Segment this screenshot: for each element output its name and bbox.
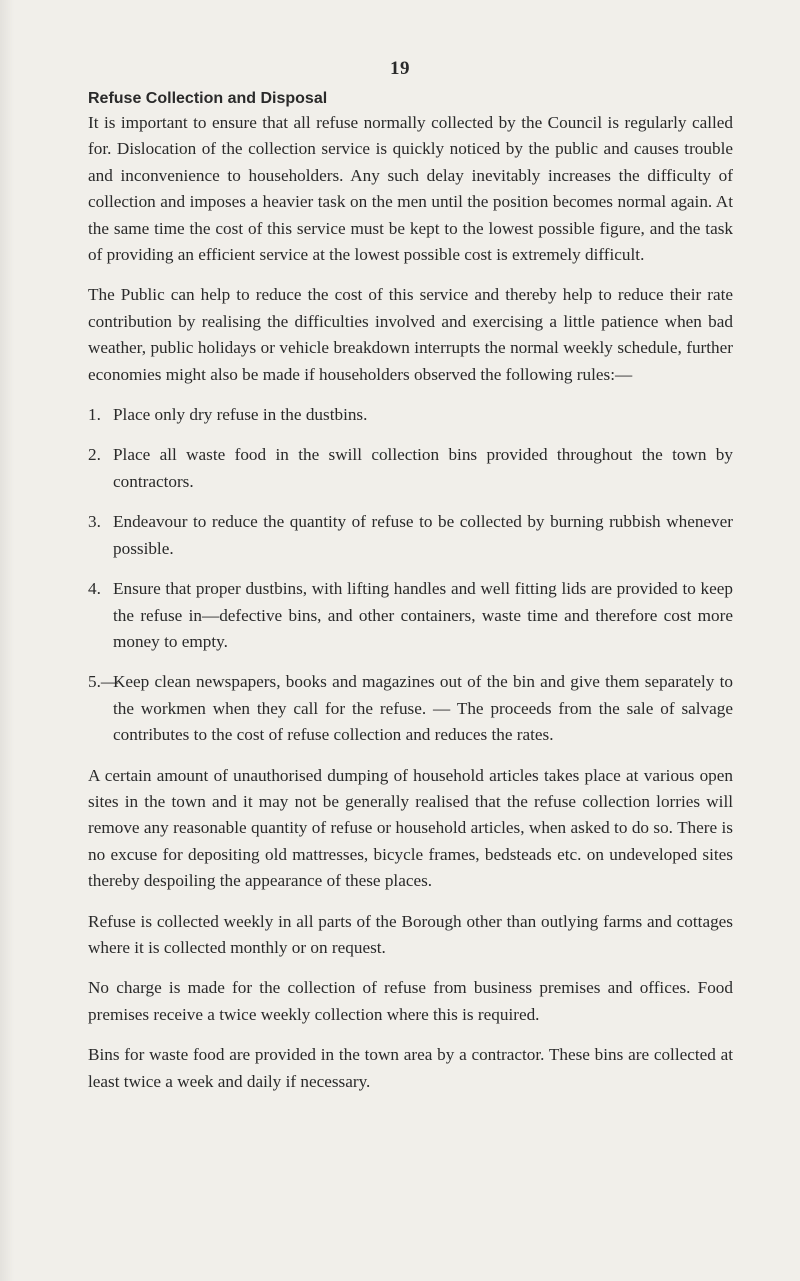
rule-item [88,442,733,495]
rule-number: 2. [88,445,101,465]
rule-item [88,669,733,748]
section-heading: Refuse Collection and Disposal [88,90,328,107]
page-number: 19 [390,58,410,79]
closing-paragraph-4: Bins for waste food are provided in the town area by a contractor. These bins are collected at least twice a week and daily if necessary. [88,1045,733,1091]
intro-paragraph-1: It is important to ensure that all refuse normally collected by the Council is regularly called for. Dislocation of the collection service is quickly noticed by the public and causes trouble and inconvenience to householders. Any such delay inevitably increases the difficulty of collection and imposes a heavier task on the men until the position becomes normal again. At the same time the cost of this service must be kept to the lowest possible figure, and the task of providing an efficient service at the lowest possible cost is extremely difficult. [88,113,733,265]
rule-item [88,402,733,428]
closing-paragraph-1: A certain amount of unauthorised dumping of household articles takes place at various open sites in the town and it may not be generally realised that the refuse collection lorries will remove any reasonable quantity of refuse or household articles, when asked to do so. There is no excuse for depositing old mattresses, bicycle frames, bedsteads etc. on undeveloped sites thereby despoiling the appearance of these places. [88,765,733,891]
intro-paragraph-2: The Public can help to reduce the cost of this service and thereby help to reduce their rate contribution by realising the difficulties involved and exercising a little patience when bad weather, public holidays or vehicle breakdown interrupts the normal weekly schedule, further economies might also be made if householders observed the following rules:— [88,285,733,384]
page-edge-shadow [0,0,14,1281]
rule-item [88,509,733,562]
rules-list [88,402,733,748]
page-content [88,88,733,1095]
rule-item [88,576,733,655]
rule-text: Keep clean newspapers, books and magazines out of the bin and give them separately to the workmen when they call for the refuse. — The proceeds from the sale of salvage contributes to the cost of refuse collection and reduces the rates. [113,672,733,745]
rule-number: 5.— [88,672,119,692]
rule-number: 4. [88,579,101,599]
rule-number: 1. [88,405,101,425]
rule-text: Ensure that proper dustbins, with lifting handles and well fitting lids are provided to keep the refuse in—defective bins, and other containers, waste time and therefore cost more money to empty. [113,579,733,651]
closing-paragraph-2: Refuse is collected weekly in all parts of the Borough other than outlying farms and cottages where it is collected monthly or on request. [88,911,733,957]
rule-text: Place all waste food in the swill collection bins provided throughout the town by contractors. [113,445,733,491]
rule-number: 3. [88,512,101,532]
rule-text: Place only dry refuse in the dustbins. [113,405,368,425]
closing-paragraph-3: No charge is made for the collection of refuse from business premises and offices. Food premises receive a twice weekly collection where this is required. [88,978,733,1024]
rule-text: Endeavour to reduce the quantity of refuse to be collected by burning rubbish whenever possible. [113,512,733,558]
